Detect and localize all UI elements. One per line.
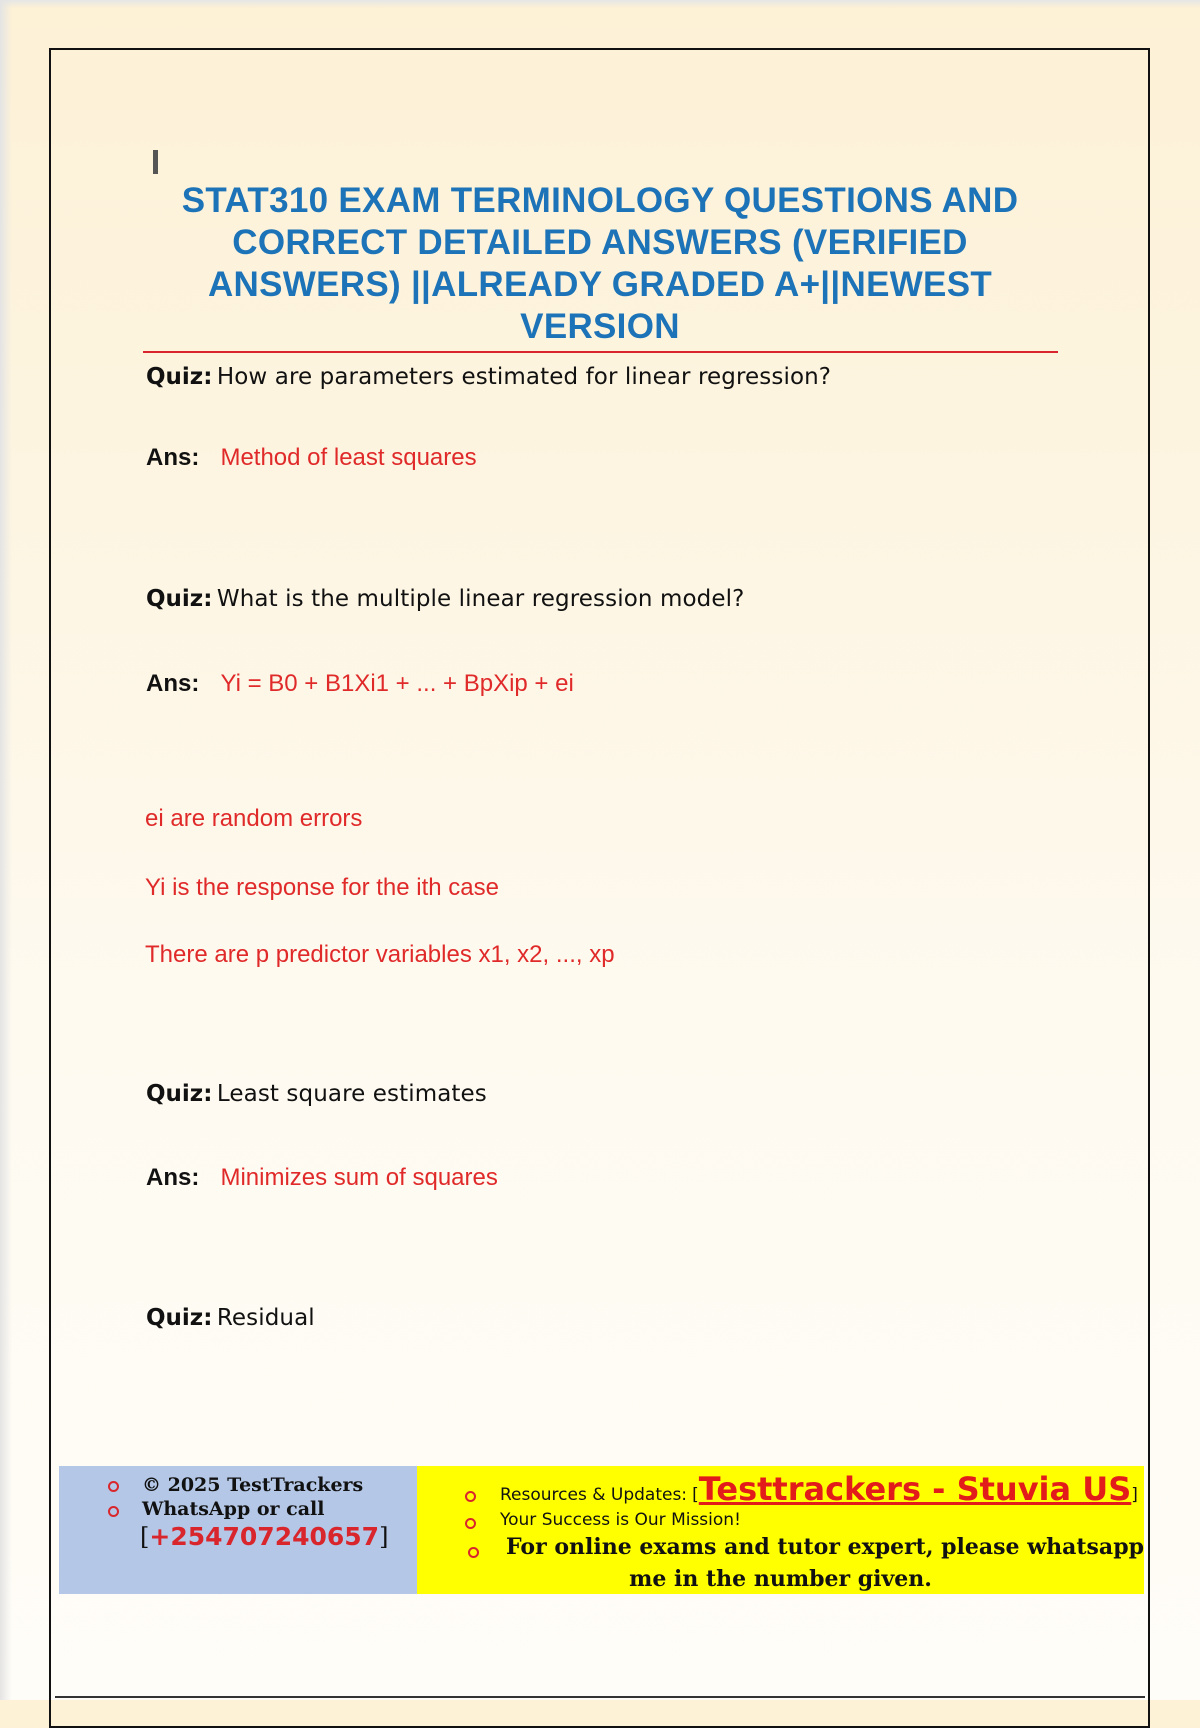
- brand-link[interactable]: Testtrackers - Stuvia US: [698, 1470, 1132, 1508]
- bullet-icon: [108, 1481, 119, 1492]
- bullet-icon: [465, 1491, 476, 1502]
- answer-text: Method of least squares: [220, 444, 477, 471]
- phone-number[interactable]: +254707240657: [149, 1522, 380, 1551]
- answer-3: [146, 1164, 498, 1192]
- quiz-label: Quiz:: [146, 1081, 213, 1107]
- answer-1: [146, 444, 477, 472]
- quiz-label: Quiz:: [146, 586, 213, 612]
- bracket-close: ]: [1131, 1485, 1138, 1505]
- footer-phone-line: [140, 1522, 388, 1551]
- bullet-icon: [465, 1518, 476, 1529]
- quiz-label: Quiz:: [146, 1305, 213, 1331]
- answer-note: ei are random errors: [145, 805, 363, 832]
- bracket-close: ]: [379, 1523, 389, 1551]
- text-cursor-icon: [153, 150, 158, 174]
- question-4: [146, 1305, 315, 1331]
- answer-2: [146, 670, 574, 698]
- footer-expert-line-2: me in the number given.: [629, 1566, 932, 1592]
- question-3: [146, 1081, 487, 1107]
- question-2: [146, 586, 744, 612]
- ans-label: Ans:: [146, 1164, 200, 1191]
- footer-contact-label: WhatsApp or call: [142, 1498, 325, 1520]
- answer-text: Minimizes sum of squares: [220, 1164, 498, 1191]
- question-text: How are parameters estimated for linear regression?: [216, 364, 832, 390]
- footer-copyright: © 2025 TestTrackers: [142, 1474, 364, 1496]
- answer-note: Yi is the response for the ith case: [145, 874, 499, 901]
- footer-contact-panel: [59, 1466, 417, 1594]
- question-text: Residual: [216, 1305, 315, 1331]
- bullet-icon: [108, 1506, 119, 1517]
- document-title: STAT310 EXAM TERMINOLOGY QUESTIONS AND CORRECT DETAILED ANSWERS (VERIFIED ANSWERS) ||ALREADY GRADED A+||NEWEST VERSION: [181, 181, 1019, 346]
- title-divider: [143, 351, 1058, 353]
- ans-label: Ans:: [146, 444, 200, 471]
- quiz-label: Quiz:: [146, 364, 213, 390]
- resources-label: Resources & Updates:: [500, 1485, 688, 1505]
- bullet-icon: [468, 1547, 479, 1558]
- footer-resources-line: [500, 1470, 1138, 1508]
- question-text: What is the multiple linear regression model?: [216, 586, 745, 612]
- ans-label: Ans:: [146, 670, 200, 697]
- bottom-rule: [55, 1696, 1145, 1698]
- page-top-edge: [0, 0, 1200, 8]
- footer-expert-line-1: For online exams and tutor expert, please whatsapp: [506, 1534, 1144, 1560]
- bracket-open: [: [140, 1523, 150, 1551]
- footer-resources-panel: [417, 1466, 1144, 1594]
- answer-text: Yi = B0 + B1Xi1 + ... + BpXip + ei: [220, 670, 574, 697]
- bracket-open: [: [692, 1485, 699, 1505]
- page-left-shadow: [0, 0, 12, 1700]
- question-1: [146, 364, 831, 390]
- answer-note: There are p predictor variables x1, x2, ..., xp: [145, 941, 615, 968]
- question-text: Least square estimates: [216, 1081, 487, 1107]
- footer-tagline: Your Success is Our Mission!: [500, 1510, 741, 1530]
